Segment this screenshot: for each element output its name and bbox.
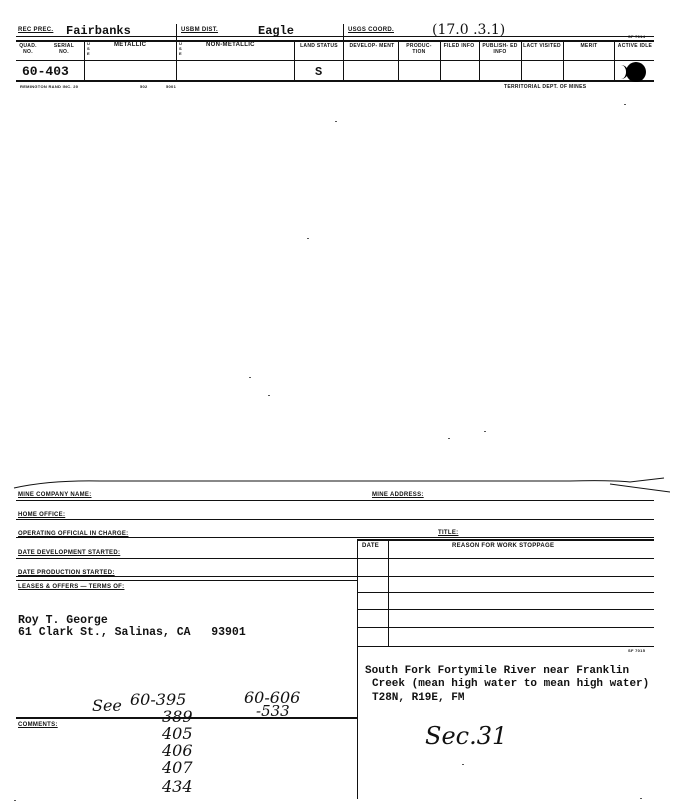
last-visited-header: LACT VISITED xyxy=(523,43,561,49)
usbm-dist-value: Eagle xyxy=(258,24,295,38)
quad-serial-value: 60-403 xyxy=(22,64,69,79)
handwritten-ref-3: 405 xyxy=(162,724,193,743)
issuing-agency: TERRITORIAL DEPT. OF MINES xyxy=(504,84,587,90)
use-metallic-marker: U S E xyxy=(87,41,91,56)
top-form-number: SF 7014 xyxy=(628,34,646,39)
stoppage-reason-header: REASON FOR WORK STOPPAGE xyxy=(452,543,555,549)
handwritten-ref-5: 407 xyxy=(162,758,193,777)
footer-code-2: 5001 xyxy=(166,84,177,89)
operating-official-label: OPERATING OFFICIAL IN CHARGE: xyxy=(18,531,129,537)
filed-info-header: FILED INFO xyxy=(443,43,475,49)
leases-offers-label: LEASES & OFFERS — TERMS OF: xyxy=(18,584,125,590)
title-label: TITLE: xyxy=(438,530,459,536)
bottom-form-number: SF 7015 xyxy=(628,648,646,653)
card-edge xyxy=(10,472,670,496)
production-header: PRODUC- TION xyxy=(406,43,432,55)
handwritten-ref-7: 60-606 xyxy=(244,688,301,707)
home-office-label: HOME OFFICE: xyxy=(18,512,66,518)
usgs-coord-value: (17.0 .3.1) xyxy=(432,22,506,38)
location-line-3: T28N, R19E, FM xyxy=(372,692,465,704)
development-header: DEVELOP- MENT xyxy=(349,43,395,49)
metallic-header: METALLIC xyxy=(114,42,147,48)
usbm-dist-label: USBM DIST. xyxy=(181,27,219,33)
idle-status-mark xyxy=(616,65,628,79)
comments-label: COMMENTS: xyxy=(18,722,58,728)
footer-code-1: 502 xyxy=(140,84,148,89)
usgs-coord-label: USGS COORD. xyxy=(348,27,394,33)
handwritten-ref-2: 389 xyxy=(162,707,193,726)
use-non-metallic-marker: U S E xyxy=(179,41,183,56)
quad-no-header: QUAD. NO. xyxy=(19,43,37,55)
owner-name: Roy T. George xyxy=(18,614,108,627)
handwritten-section-note: Sec.31 xyxy=(425,722,508,750)
handwritten-see: See xyxy=(92,696,122,715)
rec-prec-value: Fairbanks xyxy=(66,24,131,38)
date-development-started-label: DATE DEVELOPMENT STARTED: xyxy=(18,550,121,556)
mine-company-name-label: MINE COMPANY NAME: xyxy=(18,492,92,498)
date-production-started-label: DATE PRODUCTION STARTED: xyxy=(18,570,115,576)
merit-header: MERIT xyxy=(580,43,598,49)
active-idle-header: ACTIVE IDLE xyxy=(617,43,653,49)
printer-credit: REMINGTON RAND INC. 20 xyxy=(20,84,79,89)
published-info-header: PUBLISH- ED INFO xyxy=(482,43,518,55)
handwritten-ref-6: 434 xyxy=(162,777,193,796)
rec-prec-label: REC PREC. xyxy=(18,27,54,33)
land-status-value: S xyxy=(315,65,323,79)
location-line-1: South Fork Fortymile River near Franklin xyxy=(365,665,630,677)
handwritten-ref-1: 60-395 xyxy=(130,690,187,709)
location-line-2: Creek (mean high water to mean high water) xyxy=(372,678,650,690)
mine-address-label: MINE ADDRESS: xyxy=(372,492,424,498)
land-status-header: LAND STATUS xyxy=(300,43,338,49)
non-metallic-header: NON-METALLIC xyxy=(206,42,255,48)
active-status-dot xyxy=(626,62,646,82)
serial-no-header: SERIAL NO. xyxy=(53,43,75,55)
owner-address: 61 Clark St., Salinas, CA 93901 xyxy=(18,626,246,639)
handwritten-ref-4: 406 xyxy=(162,741,193,760)
stoppage-date-header: DATE xyxy=(362,543,380,549)
handwritten-ref-8: -533 xyxy=(256,702,290,720)
